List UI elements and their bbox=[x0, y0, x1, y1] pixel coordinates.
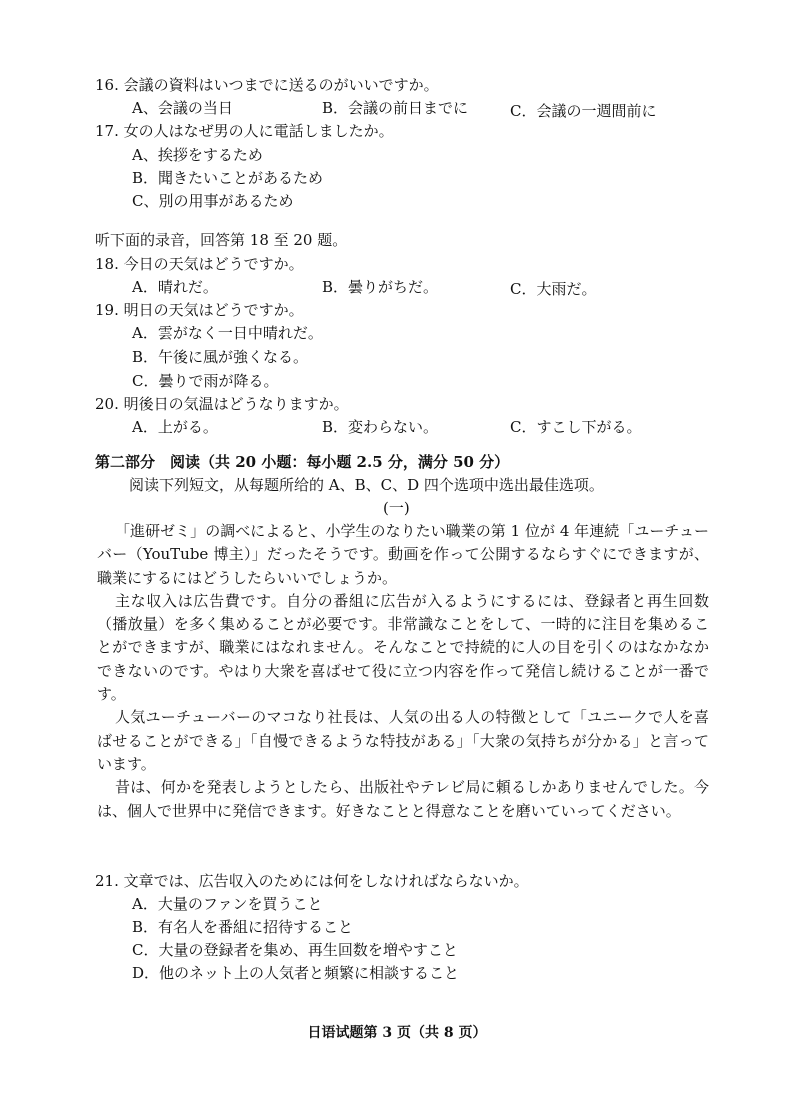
q18-option-a: A．晴れだ。 bbox=[132, 278, 218, 296]
q20-option-c: C．すこし下がる。 bbox=[510, 418, 642, 436]
q19-option-b: B．午後に風が強くなる。 bbox=[132, 348, 309, 366]
reading-passage bbox=[97, 520, 709, 823]
q18-stem: 18. 今日の天気はどうですか。 bbox=[95, 255, 304, 273]
q16-option-c: C．会議の一週間前に bbox=[510, 102, 657, 120]
q17-option-a: A、挨拶をするため bbox=[132, 146, 263, 164]
passage-paragraph-1: 「進研ゼミ」の調べによると、小学生のなりたい職業の第 1 位が 4 年連続「ユーチューバー（YouTube 博主）」だったそうです。動画を作って公開するならすぐにできますが、職業にするにはどうしたらいいでしょうか。 bbox=[97, 522, 709, 587]
q21-stem: 21. 文章では、広告収入のためには何をしなければならないか。 bbox=[95, 872, 529, 890]
q18-option-c: C．大雨だ。 bbox=[510, 280, 597, 298]
q17-option-b: B．聞きたいことがあるため bbox=[132, 169, 324, 187]
q21-option-d: D．他のネット上の人気者と頻繁に相談すること bbox=[132, 964, 460, 982]
passage-paragraph-2: 主な収入は広告費です。自分の番組に広告が入るようにするには、登録者と再生回数（播放量）を多く集めることが必要です。非常識なことをして、一時的に注目を集めることができますが、職業にはなれません。そんなことで持続的に人の目を引くのはなかなかできないのです。やはり大衆を喜ばせて役に立つ内容を作って発信し続けることが一番です。 bbox=[97, 591, 709, 704]
passage-paragraph-3: 人気ユーチューバーのマコなり社長は、人気の出る人の特徴として「ユニークで人を喜ばせることができる」「自慢できるような特技がある」「大衆の気持ちが分かる」と言っています。 bbox=[97, 708, 709, 773]
q19-option-a: A．雲がなく一日中晴れだ。 bbox=[132, 324, 323, 342]
part2-instruction: 阅读下列短文，从每题所给的 A、B、C、D 四个选项中选出最佳选项。 bbox=[129, 476, 604, 494]
q19-option-c: C．曇りで雨が降る。 bbox=[132, 372, 279, 390]
section-mark: (一) bbox=[383, 499, 410, 517]
q21-option-b: B．有名人を番組に招待すること bbox=[132, 918, 354, 936]
q20-option-b: B．変わらない。 bbox=[322, 418, 439, 436]
part2-heading: 第二部分 阅读（共 20 小题：每小题 2.5 分，满分 50 分） bbox=[95, 453, 510, 471]
passage-paragraph-4: 昔は、何かを発表しようとしたら、出版社やテレビ局に頼るしかありませんでした。今は、個人で世界中に発信できます。好きなことと得意なことを磨いていってください。 bbox=[97, 778, 709, 820]
q17-stem: 17. 女の人はなぜ男の人に電話しましたか。 bbox=[95, 122, 394, 140]
q16-option-a: A、会議の当日 bbox=[132, 99, 233, 117]
q20-option-a: A．上がる。 bbox=[132, 418, 218, 436]
listening-instruction: 听下面的录音，回答第 18 至 20 题。 bbox=[95, 231, 348, 249]
page-footer: 日语试题第 3 页（共 8 页） bbox=[307, 1025, 487, 1041]
q20-stem: 20. 明後日の気温はどうなりますか。 bbox=[95, 395, 349, 413]
q21-option-a: A．大量のファンを買うこと bbox=[132, 895, 323, 913]
q16-option-b: B．会議の前日までに bbox=[322, 99, 469, 117]
q21-option-c: C．大量の登録者を集め、再生回数を増やすこと bbox=[132, 941, 458, 959]
q17-option-c: C、別の用事があるため bbox=[132, 192, 294, 210]
q18-option-b: B．曇りがちだ。 bbox=[322, 278, 439, 296]
q16-stem: 16. 会議の資料はいつまでに送るのがいいですか。 bbox=[95, 76, 439, 94]
q19-stem: 19. 明日の天気はどうですか。 bbox=[95, 301, 304, 319]
